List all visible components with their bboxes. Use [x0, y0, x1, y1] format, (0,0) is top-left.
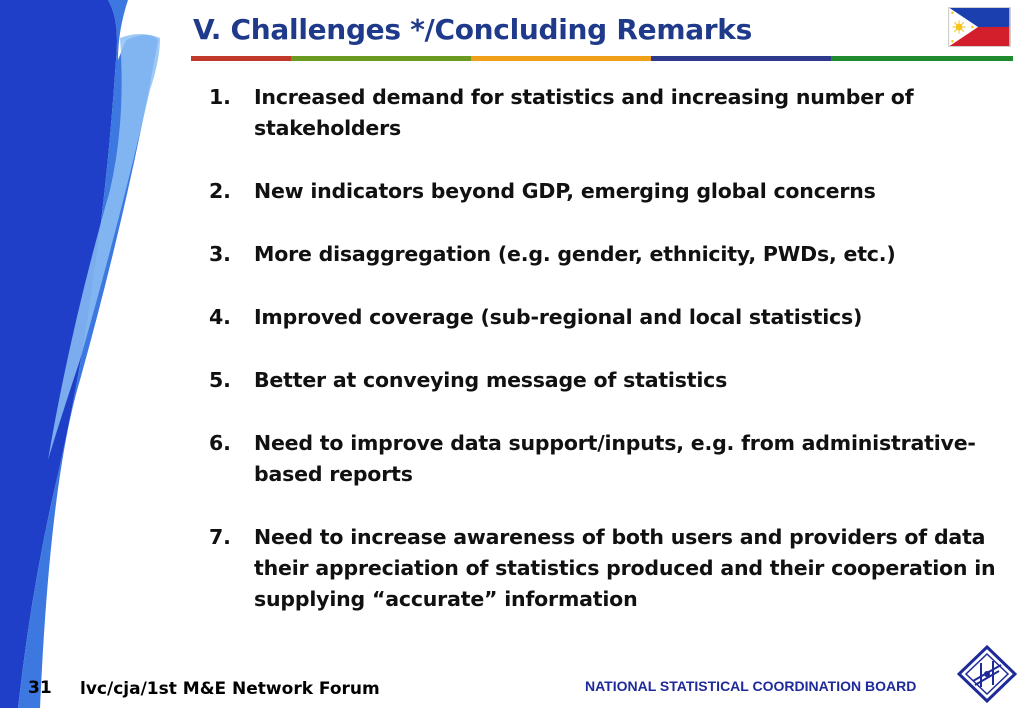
stripe-segment-navy — [651, 56, 831, 61]
list-item-number: 3. — [209, 242, 231, 266]
nscb-logo-icon — [957, 645, 1017, 703]
footer-organization: NATIONAL STATISTICAL COORDINATION BOARD — [585, 678, 917, 694]
philippine-flag-icon — [948, 7, 1011, 47]
list-item-text: Need to increase awareness of both users and providers of data their appreciation of statistics produced and their cooperation in supplying “accurate” information — [254, 525, 996, 611]
stripe-segment-darkgreen — [831, 56, 1013, 61]
slide-title: V. Challenges */Concluding Remarks — [193, 13, 752, 46]
title-color-stripe — [191, 56, 1013, 61]
list-item-number: 2. — [209, 179, 231, 203]
list-item — [201, 82, 1001, 144]
page-number: 31 — [28, 678, 52, 698]
stripe-segment-green — [291, 56, 471, 61]
list-item-number: 1. — [209, 85, 231, 109]
list-item-number: 5. — [209, 368, 231, 392]
list-item — [201, 239, 1001, 270]
list-item — [201, 176, 1001, 207]
list-item-number: 4. — [209, 305, 231, 329]
list-item-text: More disaggregation (e.g. gender, ethnicity, PWDs, etc.) — [254, 242, 896, 266]
list-item — [201, 428, 1001, 490]
list-item-text: Better at conveying message of statistics — [254, 368, 728, 392]
list-item — [201, 365, 1001, 396]
list-item-text: New indicators beyond GDP, emerging global concerns — [254, 179, 876, 203]
list-item-number: 6. — [209, 431, 231, 455]
list-item-text: Increased demand for statistics and increasing number of stakeholders — [254, 85, 914, 140]
stripe-segment-orange — [471, 56, 651, 61]
list-item-text: Need to improve data support/inputs, e.g. from administrative-based reports — [254, 431, 976, 486]
sidebar-decoration — [0, 0, 200, 708]
list-item — [201, 522, 1001, 615]
footer-event-label: lvc/cja/1st M&E Network Forum — [80, 679, 380, 699]
remarks-list — [201, 82, 1001, 647]
list-item-text: Improved coverage (sub-regional and local statistics) — [254, 305, 863, 329]
stripe-segment-red — [191, 56, 291, 61]
list-item-number: 7. — [209, 525, 231, 549]
list-item — [201, 302, 1001, 333]
